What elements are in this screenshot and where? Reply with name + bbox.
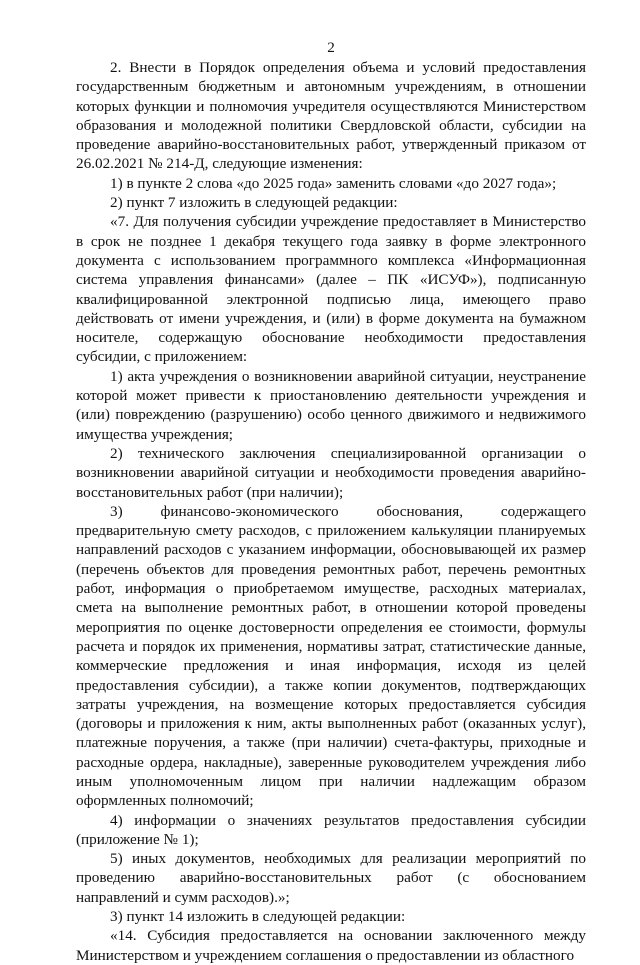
paragraph-subitem-2: 2) технического заключения специализированной организации о возникновении аварийной ситуации и необходимости проведения аварийно-восстановительных работ (при наличии);	[76, 444, 586, 501]
page-number: 2	[327, 39, 335, 56]
paragraph-subitem-5: 5) иных документов, необходимых для реализации мероприятий по проведению аварийно-восстановительных работ (с обоснованием направлений и сумм расходов).»;	[76, 850, 586, 906]
paragraph-item-2: 2) пункт 7 изложить в следующей редакции:	[110, 194, 398, 212]
paragraph-subitem-1: 1) акта учреждения о возникновении аварийной ситуации, неустранение которой может привести к приостановлению деятельности учреждения и (или) повреждению (разрушению) особо ценного движимого и недвижимого имущества учреждения;	[76, 367, 586, 443]
paragraph-subitem-3: 3) финансово-экономического обоснования, содержащего предварительную смету расходов, с приложением калькуляции планируемых направлений расходов с указанием информации, обосновывающей их размер (перечень объектов для проведения ремонтных работ, перечень ремонтных работ, информация о приобретаемом имуществе, расходных материалах, смета на выполнение ремонтных работ, в отношении которой проведены мероприятия по оценке достоверности определения ее стоимости, формулы расчета и порядок их применения, нормативы затрат, статистические данные, коммерческие предложения и иная информация, исходя из целей предоставления субсидии), а также копии документов, подтверждающих затраты учреждения, на возмещение которых предоставляется субсидия (договоры и приложения к ним, акты выполненных работ (оказанных услуг), платежные поручения, а также (при наличии) счета-фактуры, приходные и расходные ордера, накладные), заверенные руководителем учреждения либо иным уполномоченным лицом при наличии надлежащим образом оформленных полномочий;	[76, 502, 586, 810]
paragraph-amendment-intro: 2. Внести в Порядок определения объема и условий предоставления государственным бюджетным и автономным учреждениям, в отношении которых функции и полномочия учредителя осуществляются Министерством образования и молодежной политики Свердловской области, субсидии на проведение аварийно-восстановительных работ, утвержденный приказом от 26.02.2021 № 214-Д, следующие изменения:	[76, 59, 586, 173]
paragraph-clause-14: «14. Субсидия предоставляется на основании заключенного между Министерством и учреждением соглашения о предоставлении из областного	[76, 927, 586, 964]
paragraph-item-1: 1) в пункте 2 слова «до 2025 года» заменить словами «до 2027 года»;	[110, 174, 557, 192]
paragraph-item-3: 3) пункт 14 изложить в следующей редакции:	[110, 908, 406, 926]
paragraph-subitem-4: 4) информации о значениях результатов предоставления субсидии (приложение № 1);	[76, 811, 586, 848]
paragraph-clause-7: «7. Для получения субсидии учреждение предоставляет в Министерство в срок не позднее 1 декабря текущего года заявку в форме электронного документа с использованием программного комплекса «Информационная система управления финансами» (далее – ПК «ИСУФ»), подписанную квалифицированной электронной подписью лица, имеющего право действовать от имени учреждения, и (или) в форме документа на бумажном носителе, содержащую обоснование необходимости предоставления субсидии, с приложением:	[76, 213, 586, 366]
